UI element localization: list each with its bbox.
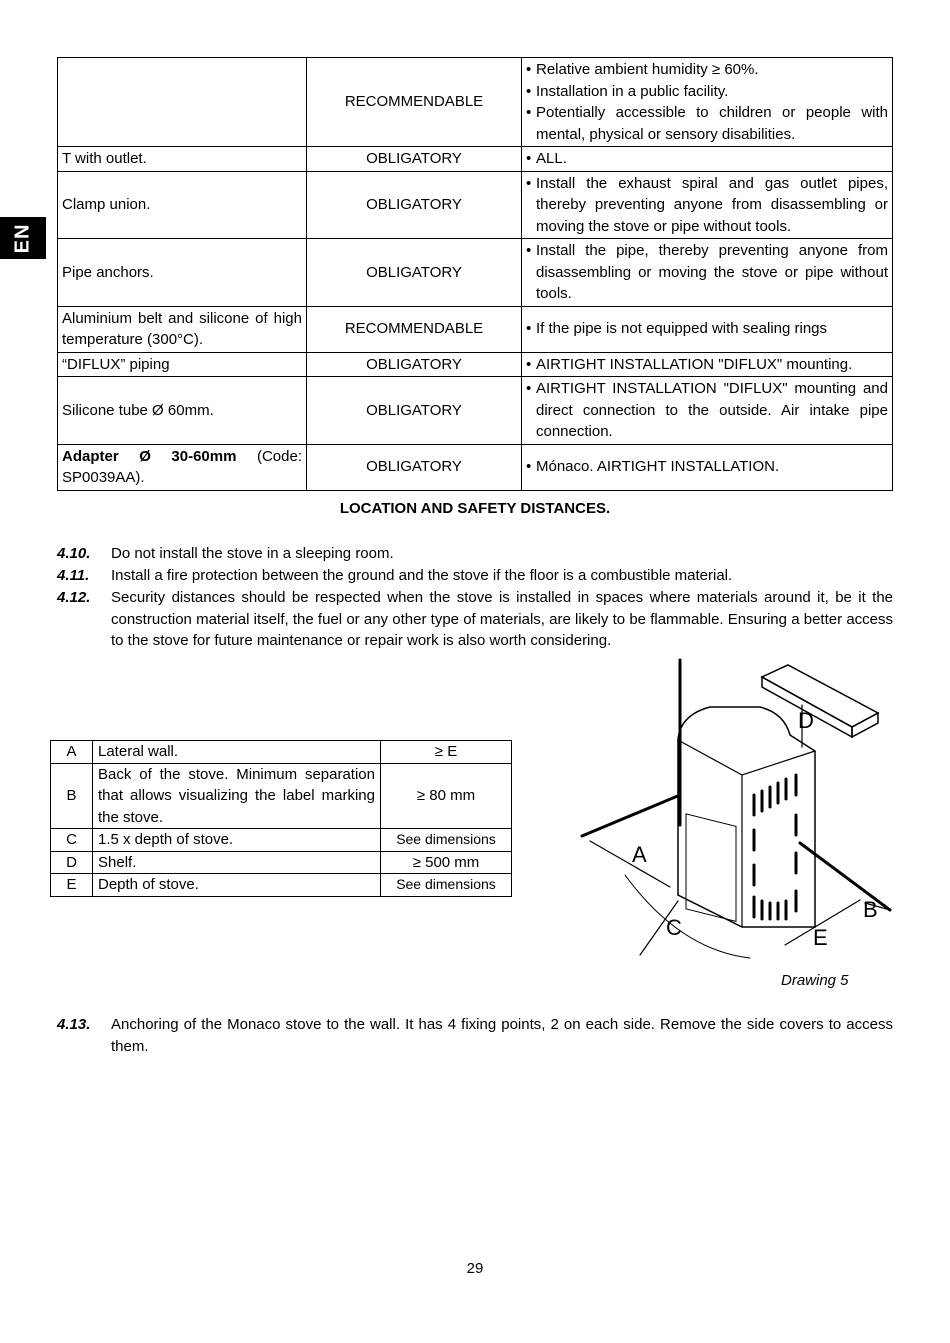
stove-top-edge [678, 740, 815, 775]
table-row [58, 58, 893, 147]
drawing-caption: Drawing 5 [781, 972, 849, 989]
requirement-type-cell: OBLIGATORY [307, 171, 522, 239]
table-row [58, 444, 893, 490]
page-number: 29 [466, 1260, 484, 1277]
table-row [51, 851, 512, 874]
paragraph-text: Install a fire protection between the ground and the stove if the floor is a combustible material. [111, 567, 733, 584]
requirement-type-cell: RECOMMENDABLE [307, 306, 522, 352]
requirement-type-cell: RECOMMENDABLE [307, 58, 522, 147]
distance-letter: A [51, 741, 93, 764]
distance-letter: D [51, 851, 93, 874]
paragraph-text: Do not install the stove in a sleeping room. [111, 545, 394, 562]
item-cell: T with outlet. [58, 147, 307, 172]
distance-description: Lateral wall. [93, 741, 381, 764]
bullet-item: • If the pipe is not equipped with sealing rings [526, 320, 828, 338]
section-heading: LOCATION AND SAFETY DISTANCES. [339, 500, 611, 517]
bullet-item: • Relative ambient humidity ≥ 60%. [526, 61, 759, 78]
table-row [58, 377, 893, 445]
distance-description: Back of the stove. Minimum separation that allows visualizing the label marking the stove. [93, 763, 381, 829]
bullet-item: • AIRTIGHT INSTALLATION "DIFLUX" mounting and direct connection to the outside. Air intake pipe connection. [526, 380, 888, 440]
paragraph [57, 1014, 893, 1057]
bullet-item: • Potentially accessible to children or people with mental, physical or sensory disabilities. [526, 104, 888, 143]
distance-value: ≥ 500 mm [381, 851, 512, 874]
language-tab-label: EN [11, 223, 34, 253]
paragraph-number: 4.11. [57, 567, 90, 584]
label-a: A [632, 842, 647, 867]
language-tab [0, 217, 46, 259]
requirement-type-cell: OBLIGATORY [307, 239, 522, 307]
paragraph [57, 565, 893, 587]
stove-clearance-drawing [570, 655, 900, 970]
item-cell: Silicone tube Ø 60mm. [58, 377, 307, 445]
bullet-item: • Install the exhaust spiral and gas outlet pipes, thereby preventing anyone from disassembling or moving the stove or pipe without tools. [526, 174, 888, 235]
requirement-type-cell: OBLIGATORY [307, 377, 522, 445]
distance-value: ≥ E [381, 741, 512, 764]
item-cell: Aluminium belt and silicone of high temperature (300°C). [58, 306, 307, 352]
table-row [51, 829, 512, 852]
notes-cell [522, 352, 893, 377]
table-row [58, 147, 893, 172]
paragraph [57, 587, 893, 652]
notes-cell [522, 444, 893, 490]
notes-cell [522, 306, 893, 352]
table-row [58, 306, 893, 352]
table-row [58, 352, 893, 377]
notes-cell [522, 147, 893, 172]
side-vents [754, 775, 796, 919]
paragraph-text: Security distances should be respected when the stove is installed in spaces where materials around it, be it the construction material itself, the fuel or any other type of materials, are likely to be flammable. Ensuring a better access to the stove for future maintenance or repair work is also worth considering. [111, 589, 893, 649]
requirement-type-cell: OBLIGATORY [307, 147, 522, 172]
shelf-side [852, 713, 878, 737]
paragraph [57, 543, 893, 565]
bullet-item: • Mónaco. AIRTIGHT INSTALLATION. [526, 458, 780, 476]
requirements-table [57, 57, 893, 491]
paragraph-text: Anchoring of the Monaco stove to the wall. It has 4 fixing points, 2 on each side. Remove the side covers to access them. [111, 1016, 893, 1055]
label-c: C [666, 915, 682, 940]
notes-cell [522, 58, 893, 147]
stove-door [686, 814, 736, 921]
item-cell [58, 58, 307, 147]
item-cell: Adapter Ø 30-60mm (Code: SP0039AA). [58, 444, 307, 490]
label-d: D [798, 708, 814, 733]
table-row [51, 874, 512, 897]
notes-cell [522, 239, 893, 307]
label-e: E [813, 925, 828, 950]
requirement-type-cell: OBLIGATORY [307, 352, 522, 377]
distance-value: See dimensions [381, 874, 512, 897]
table-row [58, 171, 893, 239]
label-b: B [863, 897, 878, 922]
item-cell: “DIFLUX” piping [58, 352, 307, 377]
clearance-arc [625, 875, 750, 958]
floor-line-left [582, 795, 680, 836]
distance-description: Shelf. [93, 851, 381, 874]
table-row [58, 239, 893, 307]
bullet-item: • AIRTIGHT INSTALLATION "DIFLUX" mounting. [526, 355, 853, 373]
item-cell: Pipe anchors. [58, 239, 307, 307]
distance-letter: B [51, 763, 93, 829]
distance-value: See dimensions [381, 829, 512, 852]
distance-letter: C [51, 829, 93, 852]
paragraph-number: 4.13. [57, 1016, 91, 1033]
dimension-a [590, 841, 670, 887]
distance-value: ≥ 80 mm [381, 763, 512, 829]
bullet-item: • Install the pipe, thereby preventing anyone from disassembling or moving the stove or pipe without tools. [526, 242, 888, 302]
distance-description: Depth of stove. [93, 874, 381, 897]
requirement-type-cell: OBLIGATORY [307, 444, 522, 490]
distance-letter: E [51, 874, 93, 897]
table-row [51, 763, 512, 829]
bullet-item: • ALL. [526, 150, 567, 167]
bullet-item: • Installation in a public facility. [526, 82, 729, 100]
table-row [51, 741, 512, 764]
notes-cell [522, 171, 893, 239]
notes-cell [522, 377, 893, 445]
item-cell: Clamp union. [58, 171, 307, 239]
paragraph-number: 4.10. [57, 545, 91, 562]
distance-description: 1.5 x depth of stove. [93, 829, 381, 852]
paragraph-number: 4.12. [57, 589, 91, 606]
distances-table [50, 740, 512, 897]
